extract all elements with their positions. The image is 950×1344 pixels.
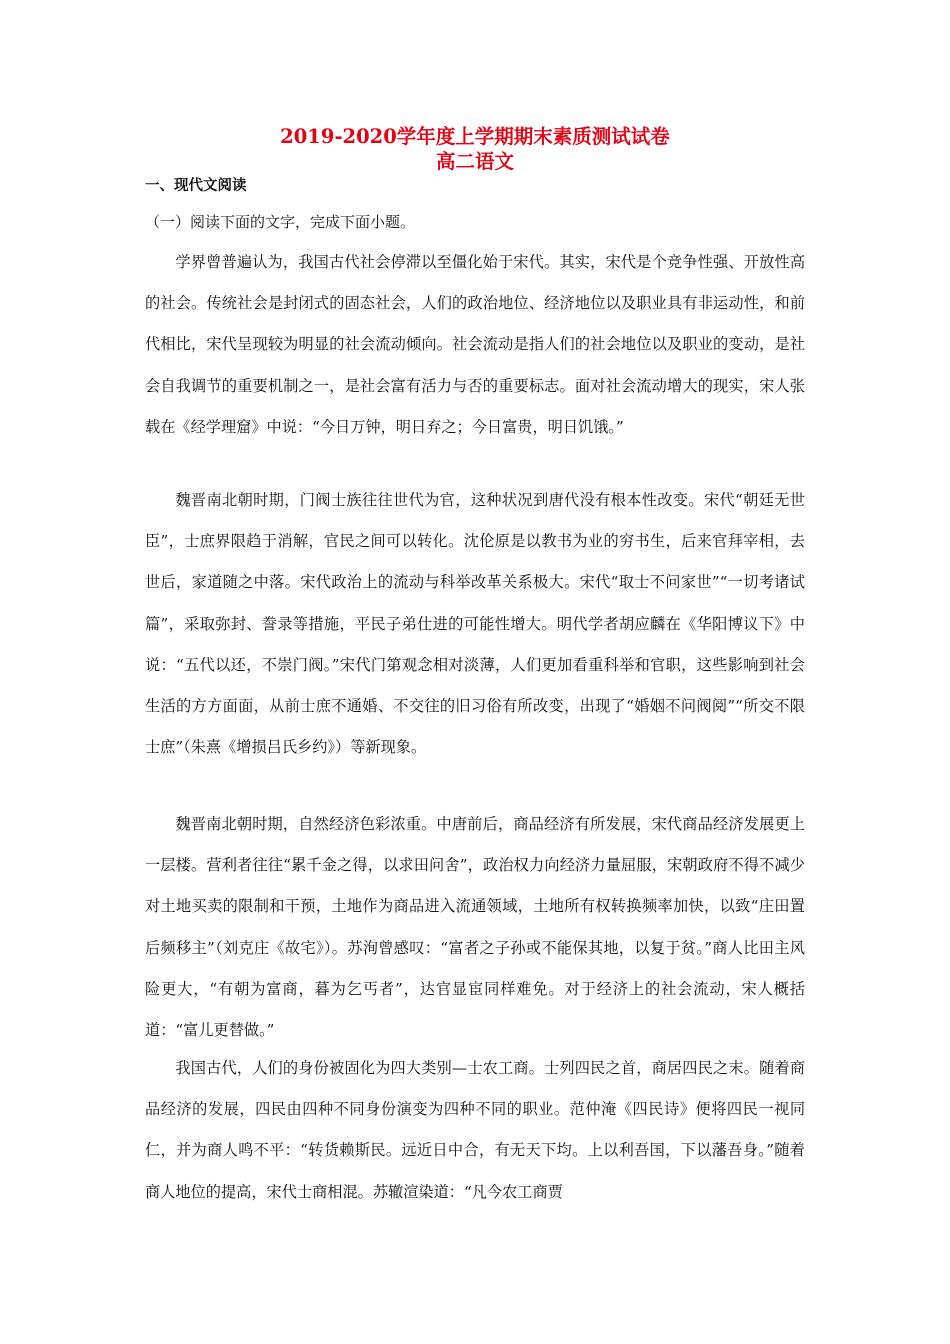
title-line-exam: 2019-2020学年度上学期期末素质测试试卷 xyxy=(280,125,670,148)
paragraph-4: 我国古代，人们的身份被固化为四大类别—士农工商。士列四民之首，商居四民之末。随着商品经济的发展，四民由四种不同身份演变为四种不同的职业。范仲淹《四民诗》便将四民一视同仁，并为商人鸣不平：“转货赖斯民。远近日中合，有无天下均。上以利吾国，下以藩吾身。”随着商人地位的提高，宋代士商相混。苏辙渲染道：“凡今农工商贾 xyxy=(145,1059,805,1201)
section-heading: 一、现代文阅读 xyxy=(145,178,247,194)
title-line-subject: 高二语文 xyxy=(435,150,514,173)
paragraph-1: 学界曾普遍认为，我国古代社会停滞以至僵化始于宋代。其实，宋代是个竞争性强、开放性高的社会。传统社会是封闭式的固态社会，人们的政治地位、经济地位以及职业具有非运动性，和前代相比，宋代呈现较为明显的社会流动倾向。社会流动是指人们的社会地位以及职业的变动，是社会自我调节的重要机制之一，是社会富有活力与否的重要标志。面对社会流动增大的现实，宋人张载在《经学理窟》中说：“今日万钟，明日弃之；今日富贵，明日饥饿。” xyxy=(145,253,805,436)
paragraph-2: 魏晋南北朝时期，门阀士族往往世代为官，这种状况到唐代没有根本性改变。宋代“朝廷无世臣”，士庶界限趋于消解，官民之间可以转化。沈伦原是以教书为业的穷书生，后来官拜宰相，去世后，家道随之中落。宋代政治上的流动与科举改革关系极大。宋代“取士不问家世”“一切考诸试篇”，采取弥封、誊录等措施，平民子弟仕进的可能性增大。明代学者胡应麟在《华阳博议下》中说：“五代以还，不崇门阀。”宋代门第观念相对淡薄，人们更加看重科举和官职，这些影响到社会生活的方方面面，从前士庶不通婚、不交往的旧习俗有所改变，出现了“婚姻不问阀阅”“所交不限士庶”（朱熹《增损吕氏乡约》）等新现象。 xyxy=(145,491,805,757)
paragraph-3: 魏晋南北朝时期，自然经济色彩浓重。中唐前后，商品经济有所发展，宋代商品经济发展更上一层楼。营利者往往“累千金之得，以求田问舍”，政治权力向经济力量屈服，宋朝政府不得不减少对土地买卖的限制和干预，土地作为商品进入流通领域，土地所有权转换频率加快，以致“庄田置后频移主”（刘克庄《故宅》）。苏洵曾感叹：“富者之子孙或不能保其地，以复于贫。”商人比田主风险更大，“有朝为富商，暮为乞丐者”，达官显宦同样难免。对于经济上的社会流动，宋人概括道：“富儿更替做。” xyxy=(145,815,805,1040)
document-title xyxy=(0,124,950,174)
reading-instruction: （一）阅读下面的文字，完成下面小题。 xyxy=(145,213,416,231)
